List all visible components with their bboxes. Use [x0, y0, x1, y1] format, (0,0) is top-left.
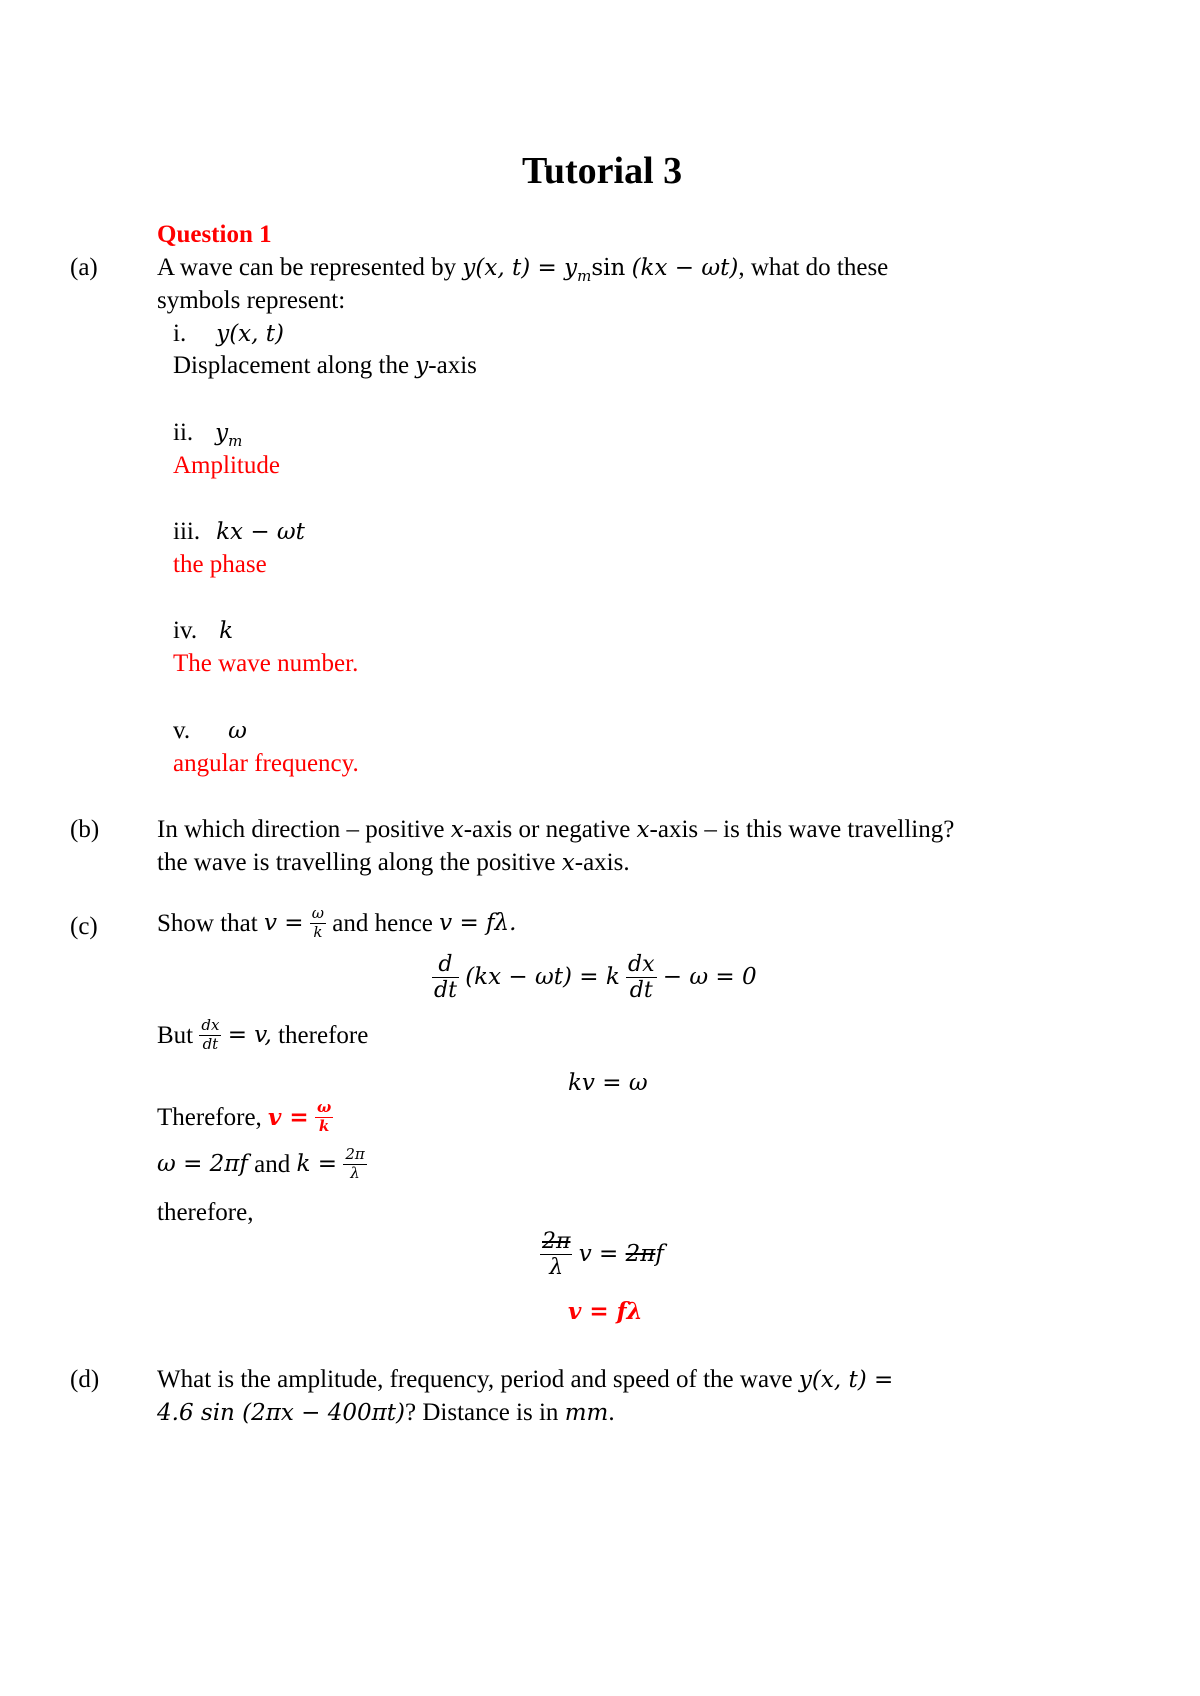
part-b-answer: the wave is travelling along the positive x-axis. [157, 849, 630, 876]
omega-over-k-fraction: $\frac{\omega}{k}$ [311, 904, 325, 941]
part-c-label: (c) [70, 913, 98, 940]
item-ii-symbol: ii. $y_m$ [173, 419, 243, 450]
part-a-prompt-line2: symbols represent: [157, 287, 346, 314]
item-i-symbol: i. y(x, t) [173, 320, 284, 347]
question-heading: Question 1 [157, 221, 272, 248]
page-title: Tutorial 3 [522, 150, 683, 192]
item-i-answer: Displacement along the y-axis [173, 352, 477, 379]
two-pi-over-lambda-fraction: $\frac{2\pi}{\lambda}$ [345, 1145, 365, 1182]
part-a-label: (a) [70, 254, 98, 281]
final-answer: v = fλ [568, 1298, 643, 1325]
part-d-question-line2: 4.6 sin (2πx − 400πt)? Distance is in mm. [157, 1399, 615, 1426]
therefore-line: Therefore, v = $\frac{\omega}{k}$ [157, 1098, 332, 1135]
part-d-question-line1: What is the amplitude, frequency, period and speed of the wave y(x, t) = [157, 1366, 894, 1393]
omega-k-relations: ω = 2πf and k = $\frac{2\pi}{\lambda}$ [157, 1145, 365, 1182]
part-b-question: In which direction – positive x-axis or negative x-axis – is this wave travelling? [157, 816, 955, 843]
red-omega-over-k-fraction: $\frac{\omega}{k}$ [316, 1098, 332, 1135]
therefore-2: therefore, [157, 1199, 254, 1226]
part-c-statement: Show that v = $\frac{\omega}{k}$ and hence v = fλ. [157, 904, 517, 941]
item-v-answer: angular frequency. [173, 750, 359, 777]
item-iii-symbol: iii. kx − ωt [173, 518, 305, 545]
item-ii-answer: Amplitude [173, 452, 280, 479]
dx-dt-fraction: $\frac{dx}{dt}$ [628, 952, 655, 1004]
dx-dt-small-fraction: $\frac{dx}{dt}$ [201, 1016, 220, 1053]
struck-two-pi-over-lambda-fraction: $\frac{2\pi}{\lambda}$ [542, 1229, 571, 1281]
part-d-label: (d) [70, 1366, 100, 1393]
final-equation: $\frac{2\pi}{\lambda}$ v = 2πf [542, 1229, 664, 1281]
item-iv-symbol: iv. k [173, 617, 234, 644]
kv-equation: kv = ω [568, 1070, 648, 1096]
item-v-symbol: v. ω [173, 717, 247, 744]
item-iii-answer: the phase [173, 551, 267, 578]
item-iv-answer: The wave number. [173, 650, 359, 677]
part-b-label: (b) [70, 816, 100, 843]
derivative-equation: $\frac{d}{dt}$ (kx − ωt) = k $\frac{dx}{dt}$ − ω = 0 [434, 952, 757, 1004]
part-a-prompt-line1: A wave can be represented by y(x, $t) = y_m\sin$ (kx − ωt), what do these [157, 254, 889, 285]
but-line: But $\frac{dx}{dt}$ = v, therefore [157, 1016, 369, 1053]
d-dt-fraction: $\frac{d}{dt}$ [434, 952, 457, 1004]
